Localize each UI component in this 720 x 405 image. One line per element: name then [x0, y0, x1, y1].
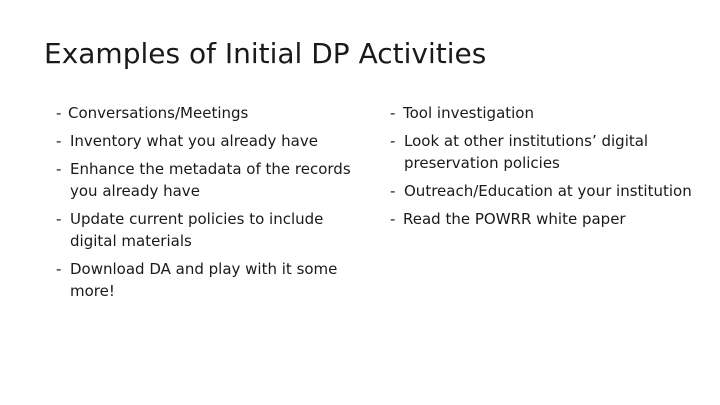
list-item	[390, 180, 700, 202]
slide-title: Examples of Initial DP Activities	[44, 37, 487, 70]
list-item-text: Read the POWRR white paper	[403, 210, 626, 228]
list-item	[56, 158, 356, 202]
bullet-dash: -	[390, 104, 396, 122]
bullet-dash: -	[56, 210, 62, 228]
left-bullet-list	[56, 102, 356, 308]
bullet-dash: -	[390, 182, 396, 200]
list-item-text: Outreach/Education at your institution	[404, 182, 692, 200]
list-item-text: Look at other institutions’ digital preservation policies	[404, 132, 649, 172]
list-item-text: Download DA and play with it some more!	[70, 260, 338, 300]
list-item	[390, 102, 700, 124]
list-item	[56, 208, 356, 252]
bullet-dash: -	[56, 104, 62, 122]
bullet-dash: -	[390, 132, 396, 150]
bullet-dash: -	[56, 160, 62, 178]
list-item	[56, 258, 356, 302]
list-item	[390, 130, 700, 174]
bullet-dash: -	[56, 132, 62, 150]
list-item-text: Update current policies to include digital materials	[70, 210, 324, 250]
list-item	[390, 208, 700, 230]
bullet-dash: -	[56, 260, 62, 278]
list-item-text: Tool investigation	[403, 104, 534, 122]
list-item-text: Enhance the metadata of the records you already have	[70, 160, 351, 200]
right-bullet-list	[390, 102, 700, 236]
list-item	[56, 102, 356, 124]
bullet-dash: -	[390, 210, 396, 228]
list-item	[56, 130, 356, 152]
list-item-text: Conversations/Meetings	[68, 104, 249, 122]
list-item-text: Inventory what you already have	[70, 132, 318, 150]
